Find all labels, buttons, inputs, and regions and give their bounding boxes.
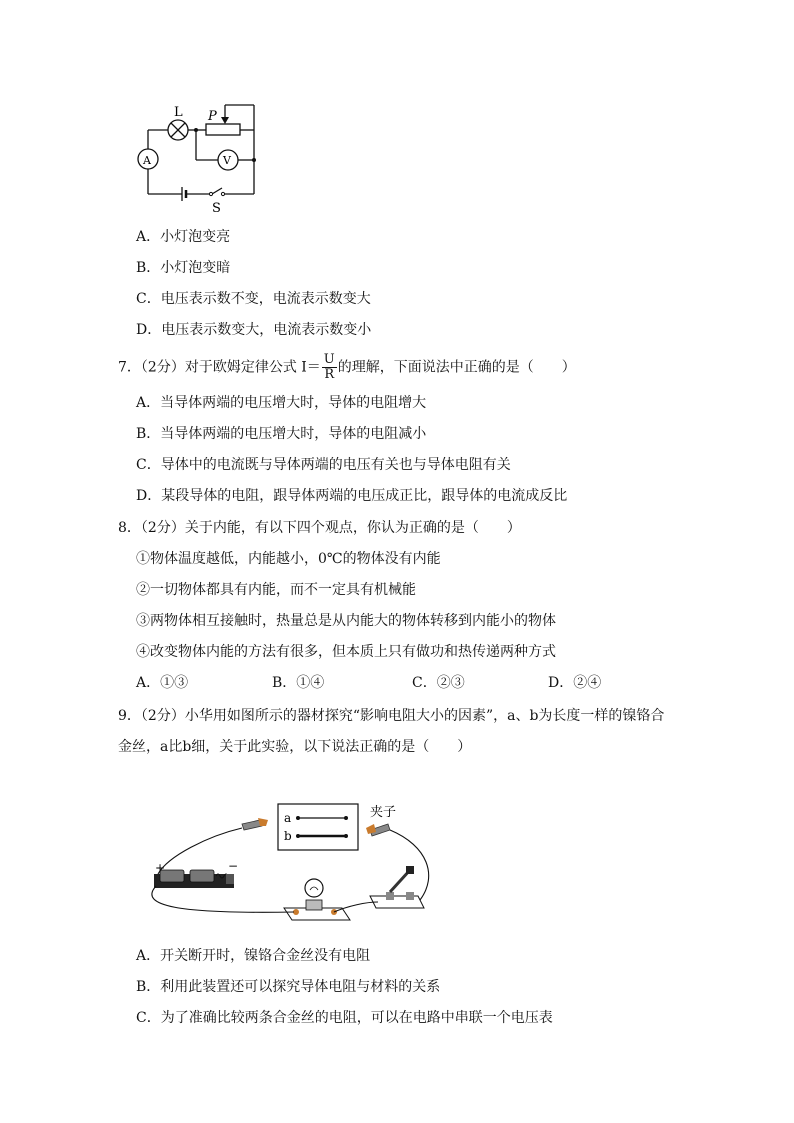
right-clip xyxy=(366,824,390,836)
q7-stem-after: 的理解，下面说法中正确的是（ ） xyxy=(337,359,576,376)
q7-option-b: B．当导体两端的电压增大时，导体的电阻减小 xyxy=(136,426,427,442)
label-clip: 夹子 xyxy=(370,805,397,820)
q7-stem xyxy=(118,353,576,382)
q8-option-a: A．①③ xyxy=(136,675,189,691)
q7-option-a: A．当导体两端的电压增大时，导体的电阻增大 xyxy=(136,395,427,411)
ohm-fraction xyxy=(322,353,337,382)
fraction-denominator: R xyxy=(324,367,335,382)
q9-option-a: A．开关断开时，镍铬合金丝没有电阻 xyxy=(136,948,371,964)
q8-statement-4: ④改变物体内能的方法有很多，但本质上只有做功和热传递两种方式 xyxy=(136,644,556,660)
q9-stem-line2: 金丝，a比b细，关于此实验，以下说法正确的是（ ） xyxy=(118,739,472,755)
q9-stem-line1: 9．（2分）小华用如图所示的器材探究“影响电阻大小的因素”，a、b为长度一样的镍铬合 xyxy=(118,708,665,724)
battery-holder xyxy=(154,870,234,888)
label-minus: − xyxy=(228,859,239,873)
label-plus: + xyxy=(155,861,166,875)
q8-option-b: B．①④ xyxy=(272,675,325,691)
q7-option-c: C．导体中的电流既与导体两端的电压有关也与导体电阻有关 xyxy=(136,457,511,473)
q8-option-d: D．②④ xyxy=(548,675,602,691)
label-lamp: L xyxy=(174,105,183,120)
bulb-base xyxy=(284,879,350,920)
q6-option-c: C．电压表示数不变，电流表示数变大 xyxy=(136,291,371,307)
circuit-diagram xyxy=(130,98,270,216)
label-slider: P xyxy=(208,109,217,124)
label-wire-b: b xyxy=(284,829,292,843)
q8-statement-3: ③两物体相互接触时，热量总是从内能大的物体转移到内能小的物体 xyxy=(136,613,556,629)
label-switch: S xyxy=(212,201,221,216)
slider-arrow xyxy=(221,117,229,124)
q7-option-d: D．某段导体的电阻，跟导体两端的电压成正比，跟导体的电流成反比 xyxy=(136,488,568,504)
q7-stem-before: 7．（2分）对于欧姆定律公式 I＝ xyxy=(118,359,321,376)
apparatus-figure xyxy=(138,796,438,936)
label-ammeter: A xyxy=(143,154,151,167)
q8-option-c: C．②③ xyxy=(412,675,465,691)
label-voltmeter: V xyxy=(223,154,231,167)
q6-option-d: D．电压表示数变大，电流表示数变小 xyxy=(136,322,372,338)
q8-statement-1: ①物体温度越低，内能越小，0℃的物体没有内能 xyxy=(136,551,441,567)
knife-switch xyxy=(370,866,424,908)
fraction-numerator: U xyxy=(323,352,335,367)
q9-option-b: B．利用此装置还可以探究导体电阻与材料的关系 xyxy=(136,979,441,995)
q9-option-c: C．为了准确比较两条合金丝的电阻，可以在电路中串联一个电压表 xyxy=(136,1010,553,1026)
q8-statement-2: ②一切物体都具有内能，而不一定具有机械能 xyxy=(136,582,416,598)
q8-stem: 8．（2分）关于内能，有以下四个观点，你认为正确的是（ ） xyxy=(118,520,521,536)
q6-option-a: A．小灯泡变亮 xyxy=(136,229,231,245)
q6-option-b: B．小灯泡变暗 xyxy=(136,260,231,276)
left-clip xyxy=(242,818,268,830)
label-wire-a: a xyxy=(284,811,292,825)
